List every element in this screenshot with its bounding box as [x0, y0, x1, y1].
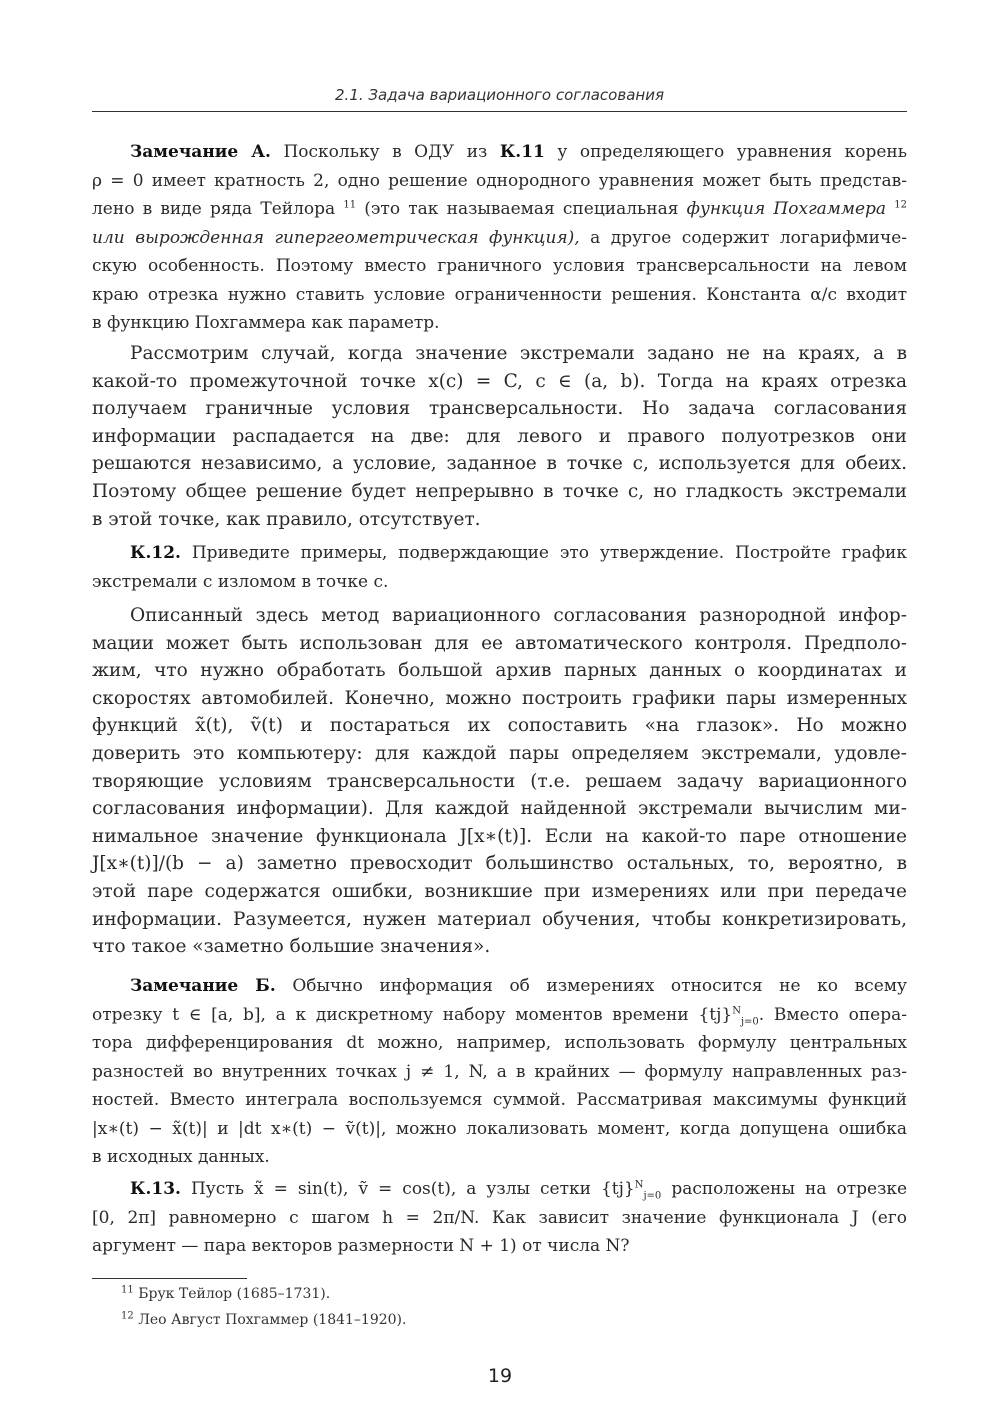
text-line: какой-то промежуточной точке x(c) = C, c ∈ (a, b). Тогда на краях отрезка — [92, 370, 907, 392]
text-line: этой паре содержатся ошибки, возникшие при измерениях или при передаче — [92, 880, 907, 902]
text-line: Замечание Б. Обычно информация об измерениях относится не ко всему — [130, 976, 907, 996]
text-line: ρ = 0 имеет кратность 2, одно решение однородного уравнения может быть представ- — [92, 170, 907, 191]
footnote — [121, 1286, 330, 1302]
task-label: К.12. — [130, 543, 181, 563]
text-line: Поэтому общее решение будет непрерывно в точке c, но гладкость экстремали — [92, 480, 907, 502]
running-title: 2.1. Задача вариационного согласования — [335, 86, 664, 104]
text-line: Рассмотрим случай, когда значение экстремали задано не на краях, а в — [130, 343, 907, 364]
task-k13 — [92, 1175, 907, 1261]
text-line: Замечание А. Поскольку в ОДУ из К.11 у определяющего уравнения корень — [130, 142, 907, 162]
text-line: мации может быть использован для ее автоматического контроля. Предполо- — [92, 632, 907, 654]
text-line: информации распадается на две: для левого и правого полуотрезков они — [92, 425, 907, 447]
footnote-text: Лео Август Похгаммер (1841–1920). — [138, 1312, 407, 1328]
text-line: что такое «заметно большие значения». — [92, 936, 491, 958]
remark-label: Замечание Б. — [130, 976, 276, 996]
running-header — [92, 86, 907, 112]
text-line: доверить это компьютеру: для каждой пары определяем экстремали, удовле- — [92, 742, 907, 764]
text-line: лено в виде ряда Тейлора $^{11}$ (это так называемая специальная функция Похгаммера $^{12}$ — [92, 199, 907, 219]
text-line: получаем граничные условия трансверсальности. Но задача согласования — [92, 398, 907, 420]
text-line: экстремали с изломом в точке c. — [92, 571, 389, 592]
text-line: жим, что нужно обработать большой архив парных данных о координатах и — [92, 660, 907, 682]
text-line: разностей во внутренних точках j ≠ 1, N, а в крайних — формулу направленных раз- — [92, 1061, 907, 1082]
footnote-number: 12 — [121, 1310, 134, 1322]
task-k12 — [92, 539, 907, 596]
remark-b — [92, 972, 907, 1172]
remark-a — [92, 138, 907, 338]
footnote — [121, 1312, 406, 1328]
text-line: согласования информации). Для каждой найденной экстремали вычислим ми- — [92, 798, 907, 820]
cross-reference: К.11 — [499, 142, 545, 162]
footnote-marker[interactable]: 12 — [894, 199, 907, 211]
text-line: тора дифференцирования dt можно, например, использовать формулу центральных — [92, 1033, 907, 1053]
text-line: в этой точке, как правило, отсутствует. — [92, 508, 481, 530]
footnote-text: Брук Тейлор (1685–1731). — [138, 1286, 331, 1302]
page-number: 19 — [487, 1365, 513, 1387]
footnote-marker[interactable]: 11 — [343, 199, 357, 211]
paragraph-method — [92, 602, 907, 961]
text-line: функций x̃(t), ṽ(t) и постараться их сопоставить «на глазок». Но можно — [92, 715, 907, 737]
text-line: [0, 2π] равномерно с шагом h = 2π/N. Как зависит значение функционала J (его — [92, 1207, 907, 1228]
text-line: Описанный здесь метод вариационного согласования разнородной инфор- — [130, 605, 907, 626]
text-line: решаются независимо, а условие, заданное в точке c, используется для обеих. — [92, 453, 907, 475]
text-line: скую особенность. Поэтому вместо граничного условия трансверсальности на левом — [92, 256, 907, 276]
text-line: творяющие условиям трансверсальности (т.е. решаем задачу вариационного — [92, 770, 907, 792]
footnote-number: 11 — [121, 1284, 134, 1296]
text-line: нимальное значение функционала J[x∗(t)]. Если на какой-то паре отношение — [92, 825, 907, 847]
remark-label: Замечание А. — [130, 142, 271, 162]
text-line: краю отрезка нужно ставить условие ограниченности решения. Константа α/c входит — [92, 284, 907, 305]
text-line: J[x∗(t)]/(b − a) заметно превосходит большинство остальных, то, вероятно, в — [92, 853, 907, 875]
text-line: К.13. Пусть x̃ = sin(t), ṽ = cos(t), а узлы сетки {tj}$^N_{j=0}$ расположены на отрезке — [130, 1179, 908, 1202]
text-line: информации. Разумеется, нужен материал обучения, чтобы конкретизировать, — [92, 908, 907, 930]
text-line: отрезку t ∈ [a, b], а к дискретному набору моментов времени {tj}$^N_{j=0}$. Вместо опера- — [92, 1004, 907, 1027]
paragraph-intermediate-point — [92, 340, 907, 533]
text-line: в функцию Похгаммера как параметр. — [92, 313, 440, 333]
text-line: или вырожденная гипергеометрическая функция), а другое содержит логарифмиче- — [92, 227, 908, 248]
footnote-divider — [92, 1278, 247, 1279]
text-line: ностей. Вместо интеграла воспользуемся суммой. Рассматривая максимумы функций — [92, 1090, 907, 1110]
text-line: аргумент — пара векторов размерности N + 1) от числа N? — [92, 1236, 630, 1256]
text-line: |x∗(t) − x̃(t)| и |dt x∗(t) − ṽ(t)|, можно локализовать момент, когда допущена ошибка — [92, 1118, 907, 1139]
text-line: К.12. Приведите примеры, подверждающие это утверждение. Постройте график — [130, 543, 907, 563]
text-line: скоростях автомобилей. Конечно, можно построить графики пары измеренных — [92, 687, 907, 709]
task-label: К.13. — [130, 1179, 181, 1199]
text-line: в исходных данных. — [92, 1147, 270, 1167]
